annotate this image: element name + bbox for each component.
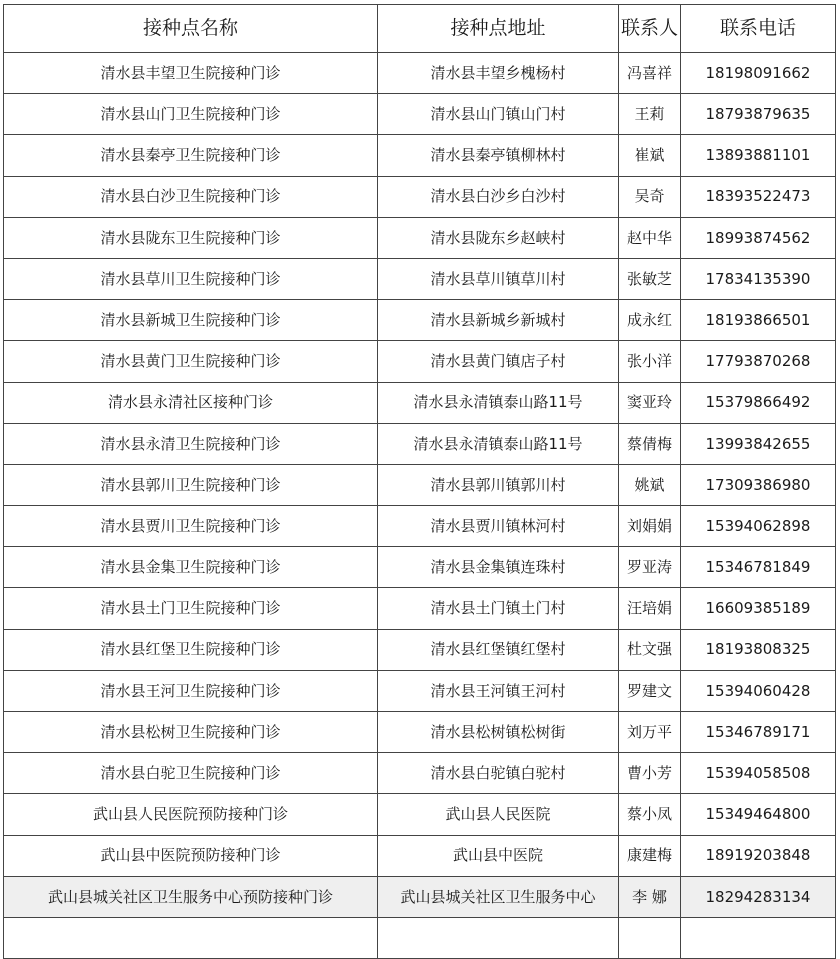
table-cell-site-name: 武山县人民医院预防接种门诊 xyxy=(4,794,378,835)
table-cell-site-name: 清水县黄门卫生院接种门诊 xyxy=(4,341,378,382)
table-cell-address: 清水县金集镇连珠村 xyxy=(378,547,619,588)
table-cell-site-name: 清水县郭川卫生院接种门诊 xyxy=(4,465,378,506)
table-cell-site-name: 武山县中医院预防接种门诊 xyxy=(4,836,378,877)
table-cell-phone: 15394058508 xyxy=(681,753,836,794)
table-cell-contact: 吴奇 xyxy=(619,177,681,218)
table-row xyxy=(4,424,836,465)
table-cell-address: 清水县丰望乡槐杨村 xyxy=(378,53,619,94)
table-cell-address: 清水县白沙乡白沙村 xyxy=(378,177,619,218)
table-cell-address: 清水县永清镇泰山路11号 xyxy=(378,424,619,465)
table-cell-phone: 18198091662 xyxy=(681,53,836,94)
table-cell-phone: 18193808325 xyxy=(681,630,836,671)
table-cell-address: 清水县王河镇王河村 xyxy=(378,671,619,712)
table-cell-site-name: 清水县草川卫生院接种门诊 xyxy=(4,259,378,300)
table-cell-address: 清水县新城乡新城村 xyxy=(378,300,619,341)
table-cell-site-name: 清水县土门卫生院接种门诊 xyxy=(4,588,378,629)
table-cell-phone: 18793879635 xyxy=(681,94,836,135)
table-cell-address: 清水县永清镇泰山路11号 xyxy=(378,383,619,424)
table-cell-contact: 罗亚涛 xyxy=(619,547,681,588)
table-cell-phone: 17309386980 xyxy=(681,465,836,506)
table-row xyxy=(4,177,836,218)
table-row xyxy=(4,300,836,341)
table-row xyxy=(4,53,836,94)
table-cell-contact: 窦亚玲 xyxy=(619,383,681,424)
table-cell-address: 武山县人民医院 xyxy=(378,794,619,835)
table-cell-contact: 赵中华 xyxy=(619,218,681,259)
table-cell-contact: 王莉 xyxy=(619,94,681,135)
table-cell-phone: 13993842655 xyxy=(681,424,836,465)
column-header-contact: 联系人 xyxy=(619,5,681,53)
table-cell-address: 清水县土门镇土门村 xyxy=(378,588,619,629)
table-cell-phone: 17834135390 xyxy=(681,259,836,300)
table-cell-address: 武山县中医院 xyxy=(378,836,619,877)
table-cell-address: 清水县秦亭镇柳林村 xyxy=(378,135,619,176)
table-cell-address: 清水县草川镇草川村 xyxy=(378,259,619,300)
table-cell-site-name: 清水县白沙卫生院接种门诊 xyxy=(4,177,378,218)
table-cell-phone: 16609385189 xyxy=(681,588,836,629)
table-cell-phone xyxy=(681,918,836,959)
table-cell-site-name: 清水县山门卫生院接种门诊 xyxy=(4,94,378,135)
table-row xyxy=(4,877,836,918)
table-cell-phone: 17793870268 xyxy=(681,341,836,382)
table-cell-site-name: 清水县永清社区接种门诊 xyxy=(4,383,378,424)
table-cell-site-name: 清水县红堡卫生院接种门诊 xyxy=(4,630,378,671)
column-header-address: 接种点地址 xyxy=(378,5,619,53)
table-cell-contact: 康建梅 xyxy=(619,836,681,877)
table-cell-phone: 13893881101 xyxy=(681,135,836,176)
table-cell-phone: 15346781849 xyxy=(681,547,836,588)
table-cell-address: 清水县黄门镇店子村 xyxy=(378,341,619,382)
table-row-partial xyxy=(4,918,836,959)
table-cell-address: 清水县山门镇山门村 xyxy=(378,94,619,135)
table-cell-phone: 18294283134 xyxy=(681,877,836,918)
table-cell-site-name: 清水县王河卫生院接种门诊 xyxy=(4,671,378,712)
table-cell-address xyxy=(378,918,619,959)
table-row xyxy=(4,94,836,135)
table-cell-contact: 杜文强 xyxy=(619,630,681,671)
vaccination-sites-table xyxy=(3,4,836,959)
table-row xyxy=(4,135,836,176)
table-cell-site-name: 清水县贾川卫生院接种门诊 xyxy=(4,506,378,547)
table-cell-phone: 18393522473 xyxy=(681,177,836,218)
table-cell-phone: 18993874562 xyxy=(681,218,836,259)
table-row xyxy=(4,547,836,588)
table-cell-phone: 15349464800 xyxy=(681,794,836,835)
table-cell-contact: 刘万平 xyxy=(619,712,681,753)
table-row xyxy=(4,259,836,300)
column-header-phone: 联系电话 xyxy=(681,5,836,53)
table-cell-address: 清水县松树镇松树街 xyxy=(378,712,619,753)
table-row xyxy=(4,341,836,382)
table-cell-contact xyxy=(619,918,681,959)
table-cell-address: 清水县白驼镇白驼村 xyxy=(378,753,619,794)
table-cell-contact: 李 娜 xyxy=(619,877,681,918)
table-cell-contact: 张敏芝 xyxy=(619,259,681,300)
table-cell-site-name: 清水县陇东卫生院接种门诊 xyxy=(4,218,378,259)
table-row xyxy=(4,671,836,712)
table-row xyxy=(4,836,836,877)
table-cell-phone: 15346789171 xyxy=(681,712,836,753)
table-cell-address: 清水县陇东乡赵峡村 xyxy=(378,218,619,259)
table-cell-site-name xyxy=(4,918,378,959)
table-row xyxy=(4,588,836,629)
table-cell-address: 清水县贾川镇林河村 xyxy=(378,506,619,547)
table-row xyxy=(4,218,836,259)
table-cell-site-name: 武山县城关社区卫生服务中心预防接种门诊 xyxy=(4,877,378,918)
table-body xyxy=(4,53,836,918)
table-row xyxy=(4,465,836,506)
table-cell-contact: 崔斌 xyxy=(619,135,681,176)
table-cell-contact: 刘娟娟 xyxy=(619,506,681,547)
table-row xyxy=(4,630,836,671)
table-row xyxy=(4,506,836,547)
table-cell-site-name: 清水县秦亭卫生院接种门诊 xyxy=(4,135,378,176)
table-cell-contact: 成永红 xyxy=(619,300,681,341)
table-cell-contact: 蔡小凤 xyxy=(619,794,681,835)
table-cell-site-name: 清水县永清卫生院接种门诊 xyxy=(4,424,378,465)
table-cell-address: 清水县郭川镇郭川村 xyxy=(378,465,619,506)
table-row xyxy=(4,383,836,424)
table-cell-phone: 15394060428 xyxy=(681,671,836,712)
table-row xyxy=(4,753,836,794)
table-cell-phone: 18919203848 xyxy=(681,836,836,877)
table-cell-address: 武山县城关社区卫生服务中心 xyxy=(378,877,619,918)
table-cell-phone: 18193866501 xyxy=(681,300,836,341)
table-cell-site-name: 清水县松树卫生院接种门诊 xyxy=(4,712,378,753)
table-cell-contact: 汪培娟 xyxy=(619,588,681,629)
table-row xyxy=(4,794,836,835)
table-cell-site-name: 清水县金集卫生院接种门诊 xyxy=(4,547,378,588)
table-cell-phone: 15394062898 xyxy=(681,506,836,547)
table-cell-contact: 曹小芳 xyxy=(619,753,681,794)
table-header-row xyxy=(4,5,836,53)
table-row xyxy=(4,712,836,753)
table-cell-address: 清水县红堡镇红堡村 xyxy=(378,630,619,671)
column-header-site-name: 接种点名称 xyxy=(4,5,378,53)
table-cell-site-name: 清水县新城卫生院接种门诊 xyxy=(4,300,378,341)
table-cell-site-name: 清水县丰望卫生院接种门诊 xyxy=(4,53,378,94)
table-cell-contact: 姚斌 xyxy=(619,465,681,506)
table-cell-contact: 冯喜祥 xyxy=(619,53,681,94)
table-cell-contact: 蔡倩梅 xyxy=(619,424,681,465)
table-cell-site-name: 清水县白驼卫生院接种门诊 xyxy=(4,753,378,794)
table-cell-contact: 罗建文 xyxy=(619,671,681,712)
table-cell-contact: 张小洋 xyxy=(619,341,681,382)
table-cell-phone: 15379866492 xyxy=(681,383,836,424)
